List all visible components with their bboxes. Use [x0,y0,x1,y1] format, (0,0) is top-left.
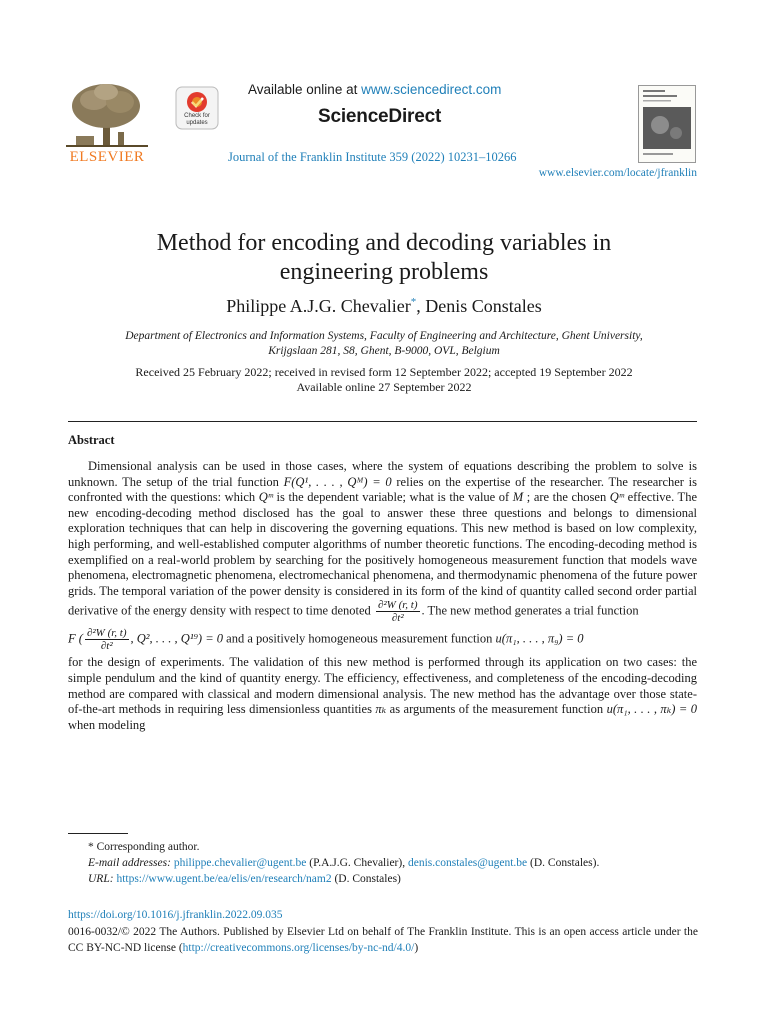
corresponding-author-label: Corresponding author. [93,841,200,853]
abstract-text-3: is the dependent variable; what is the value of [272,490,513,505]
fraction-denominator: ∂t² [391,612,404,625]
affiliation-line-1: Department of Electronics and Information Systems, Faculty of Engineering and Architecture, Ghent University, [125,330,643,342]
dependent-variable-symbol: Qᵐ [258,490,273,505]
copyright-notice [68,925,698,956]
available-online-date: Available online 27 September 2022 [296,380,472,394]
research-url-owner: (D. Constales) [331,873,401,885]
fraction-denominator-2: ∂t² [100,640,113,653]
available-online-prefix: Available online at [248,82,362,97]
m-symbol: M [512,490,524,505]
email-constales-link[interactable]: denis.constales@ugent.be [407,857,528,869]
abstract-heading: Abstract [68,433,115,447]
abstract-text-2: relies on the expertise of the researcher. The researcher is confronted with the questions: which [68,474,697,505]
abstract-text-1: Dimensional analysis can be used in those cases, where the system of equations describing the problem to solve is unknown. The setup of the trial function [68,459,697,489]
affiliation [70,329,698,359]
url-line [68,871,708,887]
check-for-updates-icon[interactable] [175,86,219,130]
abstract-text-10: when modeling [68,717,146,732]
abstract-text-8: for the design of experiments. The validation of this new method is performed through its application on two cases: the simple pendulum and the kind of quantity energy. The efficiency, effectiveness, and completeness of the encoding-decoding method are compared with classical and modern dimensional analysis. The new method has the advantage over those state-of-the-art methods in requiring less dimensionless quantities [68,655,697,717]
fraction-numerator-2: ∂²W (r, t) [86,627,127,640]
generated-function-suffix: , Q², . . . , Q¹⁹) = 0 [130,631,224,646]
abstract-text-5: effective. The new encoding-decoding method disclosed has the goal to answer these three questions and belongs to dimensional exploration techniques that can help in discovering the governing equations. This new method is based on low complexity, high performing, and well-established computer algorithms of number theoretic functions. The encoding-decoding method is exemplified on a real-world problem by searching for the positively homogeneous measurement function that models wave phenomena, electromagnetic phenomena, electromechanical phenomena, and thermodynamic phenomena of the future power grids. The temporal variation of the power density is considered in its form of the kind of quantity called second order partial derivative of the energy density with respect to time denoted [68,490,697,618]
abstract-text-4: ; are the chosen [523,490,610,505]
abstract-text-9: as arguments of the measurement function [386,702,607,717]
email-line [68,855,708,871]
title-line-2: engineering problems [279,259,489,285]
abstract-text-6: . The new method generates a trial function [421,603,639,618]
journal-homepage-link[interactable]: www.elsevier.com/locate/jfranklin [538,167,697,179]
author-separator: , [416,296,426,316]
journal-reference[interactable]: Journal of the Franklin Institute 359 (2022) 10231–10266 [228,150,517,164]
abstract-divider [68,421,697,422]
footnote-mark: * [88,841,94,853]
doi-link[interactable]: https://doi.org/10.1016/j.jfranklin.2022.09.035 [68,909,283,921]
license-link[interactable]: http://creativecommons.org/licenses/by-nc-nd/4.0/ [182,941,415,954]
measurement-function-1: u(π₁, . . . , π₉) = 0 [495,631,584,646]
author-list [0,296,768,317]
check-for-updates-label: Check for updates [184,113,210,126]
journal-cover-thumbnail [638,85,696,163]
abstract-text-7: and a positively homogeneous measurement function [223,631,496,646]
sciencedirect-link[interactable]: www.sciencedirect.com [361,82,502,97]
email-label: E-mail addresses: [88,857,174,869]
footnote-divider [68,833,128,834]
research-url-link[interactable]: https://www.ugent.be/ea/elis/en/research/nam2 [116,873,332,885]
email-chevalier-owner: (P.A.J.G. Chevalier), [306,857,408,869]
author-chevalier[interactable]: Philippe A.J.G. Chevalier [226,296,411,316]
author-constales[interactable]: Denis Constales [425,296,542,316]
trial-function-formula: F(Q¹, . . . , Qᴹ) = 0 [283,474,392,489]
received-dates: Received 25 February 2022; received in revised form 12 September 2022; accepted 19 September 2022 [135,365,633,379]
trial-function-line [68,627,697,652]
partial-derivative-fraction [376,599,420,624]
email-constales-owner: (D. Constales). [527,857,600,869]
corresponding-author-note [68,839,708,855]
article-history [0,365,768,395]
measurement-function-2: u(π₁, . . . , πₖ) = 0 [606,702,697,717]
pi-k-symbol: πₖ [375,702,387,717]
abstract-body [68,459,697,733]
chosen-variable-symbol: Qᵐ [609,490,625,505]
email-chevalier-link[interactable]: philippe.chevalier@ugent.be [173,857,307,869]
available-online-line [248,82,501,97]
copyright-end: ) [414,941,419,954]
partial-derivative-fraction-2 [85,627,129,652]
sciencedirect-wordmark: ScienceDirect [318,106,442,127]
url-label: URL: [88,873,117,885]
title-line-1: Method for encoding and decoding variables in [156,230,612,256]
affiliation-line-2: Krijgslaan 281, S8, Ghent, B-9000, OVL, Belgium [268,345,500,357]
copyright-text: 0016-0032/© 2022 The Authors. Published by Elsevier Ltd on behalf of The Franklin Institute. This is an open access article under the CC BY-NC-ND license ( [68,926,698,954]
footnotes [68,839,708,887]
generated-function-prefix: F ( [68,631,83,646]
fraction-numerator: ∂²W (r, t) [377,599,418,612]
elsevier-wordmark: ELSEVIER [69,149,145,165]
article-title [0,229,768,287]
corresponding-author-mark[interactable]: * [410,296,417,308]
